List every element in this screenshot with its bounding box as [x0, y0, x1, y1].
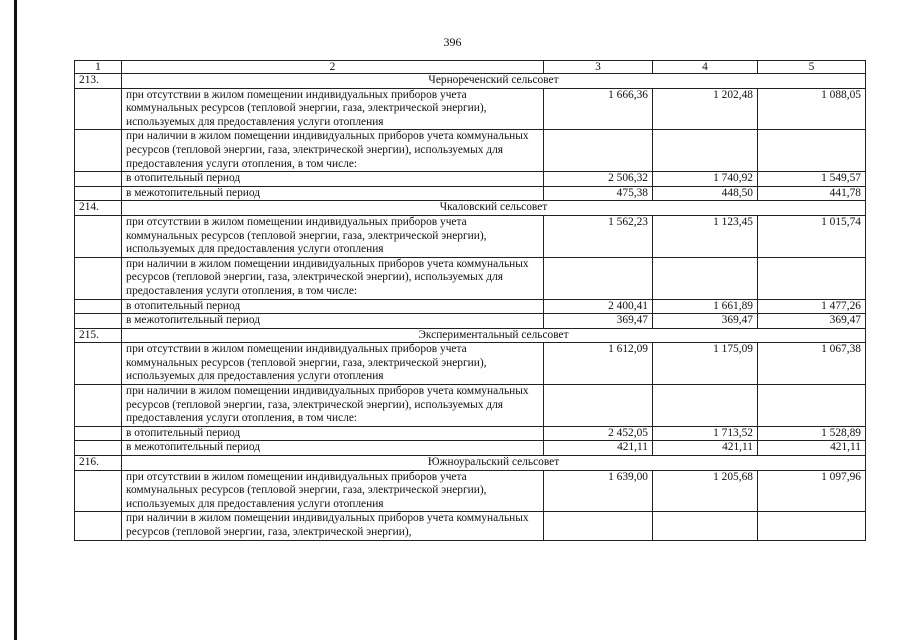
value-cell [653, 385, 758, 427]
value-cell [653, 512, 758, 540]
value-cell: 441,78 [758, 186, 866, 201]
empty-cell [75, 385, 122, 427]
section-name: Чкаловский сельсовет [122, 201, 866, 216]
column-header: 3 [544, 61, 653, 74]
empty-cell [75, 88, 122, 130]
value-cell: 369,47 [653, 314, 758, 329]
table-row [75, 172, 866, 187]
column-header: 5 [758, 61, 866, 74]
empty-cell [75, 257, 122, 299]
empty-cell [75, 172, 122, 187]
value-cell: 1 666,36 [544, 88, 653, 130]
empty-cell [75, 299, 122, 314]
row-description: в отопительный период [122, 172, 544, 187]
section-number: 214. [75, 201, 122, 216]
table-row [75, 470, 866, 512]
table-row [75, 343, 866, 385]
value-cell [544, 385, 653, 427]
empty-cell [75, 314, 122, 329]
row-description: в межотопительный период [122, 314, 544, 329]
value-cell: 1 205,68 [653, 470, 758, 512]
section-row [75, 74, 866, 89]
page-number: 396 [443, 35, 462, 49]
row-description: при наличии в жилом помещении индивидуальных приборов учета коммунальных ресурсов (тепловой энергии, газа, электрической энергии), используемых для предоставления услуги отопления, в том числе: [122, 385, 544, 427]
tariff-table [74, 60, 866, 541]
value-cell: 1 477,26 [758, 299, 866, 314]
section-number: 213. [75, 74, 122, 89]
row-description: при наличии в жилом помещении индивидуальных приборов учета коммунальных ресурсов (тепловой энергии, газа, электрической энергии), используемых для предоставления услуги отопления, в том числе: [122, 257, 544, 299]
column-header: 1 [75, 61, 122, 74]
empty-cell [75, 343, 122, 385]
value-cell [544, 130, 653, 172]
value-cell: 1 740,92 [653, 172, 758, 187]
section-row [75, 201, 866, 216]
value-cell [544, 257, 653, 299]
value-cell [758, 512, 866, 540]
column-header: 4 [653, 61, 758, 74]
empty-cell [75, 512, 122, 540]
table-row [75, 426, 866, 441]
section-name: Чернореченский сельсовет [122, 74, 866, 89]
table-row [75, 186, 866, 201]
table-row [75, 385, 866, 427]
row-description: при наличии в жилом помещении индивидуальных приборов учета коммунальных ресурсов (тепловой энергии, газа, электрической энергии), используемых для предоставления услуги отопления, в том числе: [122, 130, 544, 172]
value-cell: 1 713,52 [653, 426, 758, 441]
section-number: 215. [75, 328, 122, 343]
row-description: в отопительный период [122, 426, 544, 441]
value-cell: 2 506,32 [544, 172, 653, 187]
value-cell: 369,47 [544, 314, 653, 329]
table-row [75, 88, 866, 130]
value-cell: 1 661,89 [653, 299, 758, 314]
value-cell: 421,11 [544, 441, 653, 456]
value-cell: 1 528,89 [758, 426, 866, 441]
value-cell: 1 175,09 [653, 343, 758, 385]
table-row [75, 257, 866, 299]
section-number: 216. [75, 456, 122, 471]
row-description: в отопительный период [122, 299, 544, 314]
table-row [75, 299, 866, 314]
value-cell [544, 512, 653, 540]
table-row [75, 441, 866, 456]
empty-cell [75, 426, 122, 441]
value-cell [653, 257, 758, 299]
row-description: при наличии в жилом помещении индивидуальных приборов учета коммунальных ресурсов (тепловой энергии, газа, электрической энергии), [122, 512, 544, 540]
empty-cell [75, 215, 122, 257]
value-cell: 448,50 [653, 186, 758, 201]
binding-edge-line [14, 0, 17, 640]
value-cell: 1 549,57 [758, 172, 866, 187]
section-name: Южноуральский сельсовет [122, 456, 866, 471]
value-cell: 2 452,05 [544, 426, 653, 441]
table-row [75, 215, 866, 257]
table-row [75, 130, 866, 172]
value-cell [758, 257, 866, 299]
value-cell: 475,38 [544, 186, 653, 201]
value-cell: 1 067,38 [758, 343, 866, 385]
value-cell [653, 130, 758, 172]
value-cell: 421,11 [653, 441, 758, 456]
section-row [75, 328, 866, 343]
empty-cell [75, 441, 122, 456]
table-body [75, 74, 866, 541]
value-cell: 1 562,23 [544, 215, 653, 257]
value-cell: 1 639,00 [544, 470, 653, 512]
value-cell: 1 612,09 [544, 343, 653, 385]
section-row [75, 456, 866, 471]
value-cell: 2 400,41 [544, 299, 653, 314]
value-cell: 421,11 [758, 441, 866, 456]
value-cell [758, 130, 866, 172]
value-cell: 1 015,74 [758, 215, 866, 257]
value-cell: 1 202,48 [653, 88, 758, 130]
empty-cell [75, 470, 122, 512]
value-cell [758, 385, 866, 427]
column-header: 2 [122, 61, 544, 74]
section-name: Экспериментальный сельсовет [122, 328, 866, 343]
row-description: в межотопительный период [122, 441, 544, 456]
value-cell: 1 123,45 [653, 215, 758, 257]
table-header-row [75, 61, 866, 74]
value-cell: 1 088,05 [758, 88, 866, 130]
table-row [75, 314, 866, 329]
row-description: при отсутствии в жилом помещении индивидуальных приборов учета коммунальных ресурсов (тепловой энергии, газа, электрической энергии), используемых для предоставления услуги отопления [122, 470, 544, 512]
row-description: в межотопительный период [122, 186, 544, 201]
value-cell: 369,47 [758, 314, 866, 329]
row-description: при отсутствии в жилом помещении индивидуальных приборов учета коммунальных ресурсов (тепловой энергии, газа, электрической энергии), используемых для предоставления услуги отопления [122, 88, 544, 130]
row-description: при отсутствии в жилом помещении индивидуальных приборов учета коммунальных ресурсов (тепловой энергии, газа, электрической энергии), используемых для предоставления услуги отопления [122, 343, 544, 385]
row-description: при отсутствии в жилом помещении индивидуальных приборов учета коммунальных ресурсов (тепловой энергии, газа, электрической энергии), используемых для предоставления услуги отопления [122, 215, 544, 257]
empty-cell [75, 130, 122, 172]
table-row [75, 512, 866, 540]
empty-cell [75, 186, 122, 201]
value-cell: 1 097,96 [758, 470, 866, 512]
